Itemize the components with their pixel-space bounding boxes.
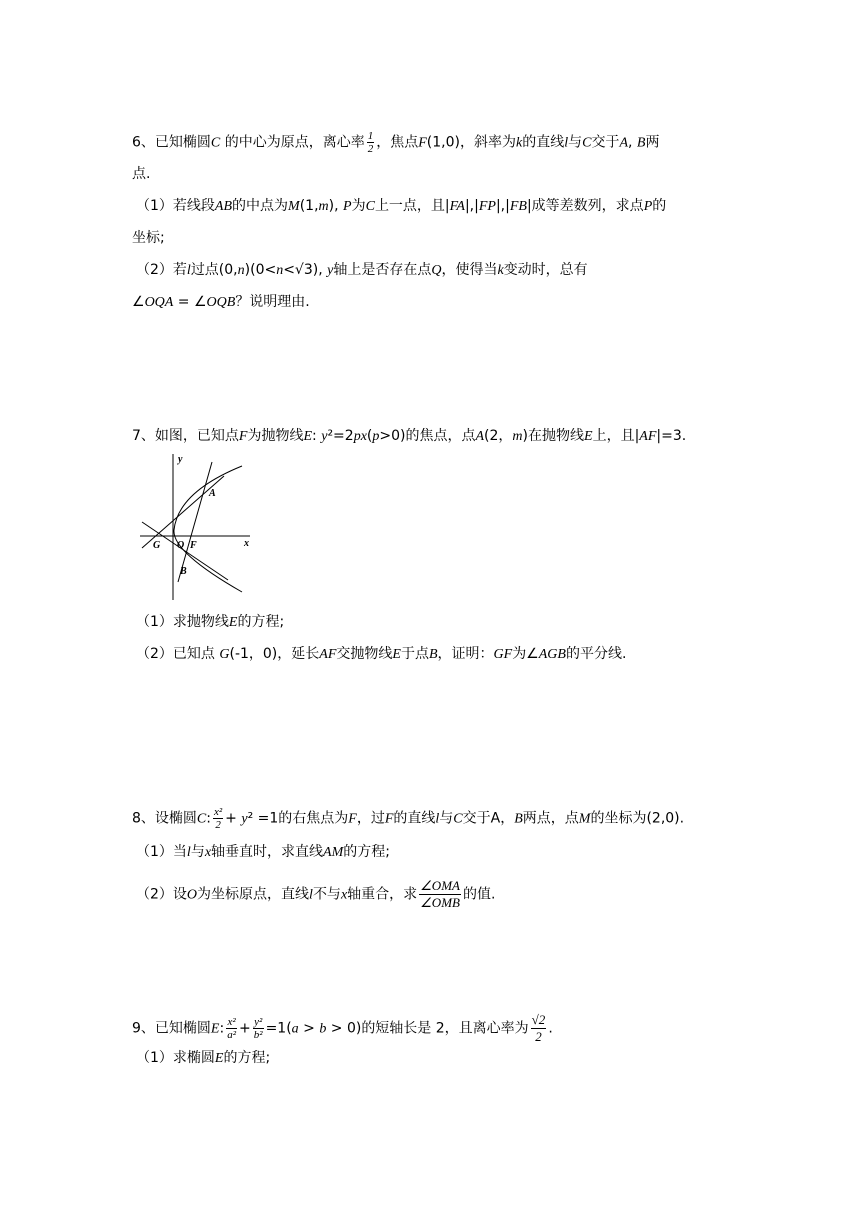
label-g: G [153,540,161,551]
problem-6-part-1-cont: 坐标; [132,230,165,246]
problem-8-part-1: （1）当l与x轴垂直时，求直线AM的方程; [136,844,390,860]
fraction-sqrt2-over-2: $\frac{√2}{2}$ [531,1012,546,1044]
text: 6、已知椭圆 [132,134,211,151]
problem-6-part-2: （2）若l过点(0,n)(0<n<√3), y轴上是否存在点Q，使得当k变动时，总有 [136,262,588,278]
fraction-omab: $\frac{\text{∠OMA}}{\text{∠OMB}}$ [420,878,460,910]
problem-8-part-2: （2）设O为坐标原点，直线l不与x轴重合，求 $\frac{\text{∠OMA}}{\text{∠OMB}}$ 的值. [136,878,496,910]
label-a: A [209,488,216,499]
parabola-figure [138,452,258,602]
problem-6-line-1: 6、已知椭圆C 的中心为原点，离心率 $\frac{1}{2}$ ，焦点F(1,0)，斜率为k的直线l与C交于A, B两 [132,130,660,155]
line-ab [178,462,212,582]
label-x: x [244,538,249,549]
problem-7-part-2: （2）已知点 G(-1，0)，延长AF交抛物线E于点B，证明：GF为∠AGB的平分线. [136,646,627,662]
fraction-y2-over-b2: $\frac{\text{y²}}{\text{b²}}$ [253,1016,263,1041]
problem-9-line-1: 9、已知椭圆E: $\frac{\text{x²}}{\text{a²}}$ + $\frac{\text{y²}}{\text{b²}}$ =1(a > b > 0)的短轴长是 2，且离心率为 $\frac{√2}{2}$ . [132,1012,553,1044]
label-b: B [180,566,187,577]
problem-7-line-1: 7、如图，已知点F为抛物线E: y²=2px(p>0)的焦点，点A(2，m)在抛物线E上，且|AF|=3. [132,428,687,444]
problem-7-part-1: （1）求抛物线E的方程; [136,614,285,630]
problem-9-part-1: （1）求椭圆E的方程; [136,1050,271,1066]
problem-6-part-2-cont: ∠OQA = ∠OQB？说明理由. [132,294,310,310]
line-ga [142,476,224,548]
label-y: y [178,454,183,465]
problem-6-line-2: 点. [132,166,151,182]
fraction-one-half: $\frac{1}{2}$ [367,130,374,155]
problem-8-line-1: 8、设椭圆C: $\frac{\text{x²}}{2}$ + y² =1的右焦点为F，过F的直线l与C交于A，B两点，点M的坐标为(2,0). [132,806,685,831]
label-o: O [177,540,185,551]
fraction-x2-over-a2: $\frac{\text{x²}}{\text{a²}}$ [227,1016,237,1041]
fraction-x2-over-2: $\frac{\text{x²}}{2}$ [213,806,223,831]
label-f: F [190,540,197,551]
problem-6-part-1: （1）若线段AB的中点为M(1,m), P为C上一点，且|FA|,|FP|,|FB|成等差数列，求点P的 [136,198,667,214]
